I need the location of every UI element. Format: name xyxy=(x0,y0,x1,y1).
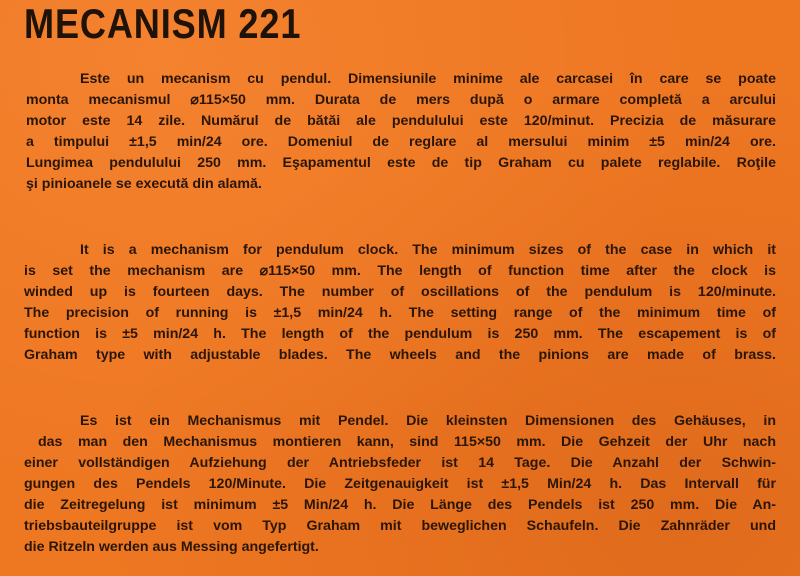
text-line: die Zeitregelung ist minimum ±5 Min/24 h. Die Länge des Pendels ist 250 mm. Die An- xyxy=(24,497,776,513)
text-line: triebsbauteilgruppe ist vom Typ Graham mit beweglichen Schaufeln. Die Zahnräder und xyxy=(24,518,776,534)
text-line: Es ist ein Mechanismus mit Pendel. Die kleinsten Dimensionen des Gehäuses, in xyxy=(80,413,776,429)
text-line: is set the mechanism are ⌀115×50 mm. The length of function time after the clock is xyxy=(24,263,776,279)
text-line: motor este 14 zile. Numărul de bătăi ale pendulului este 120/minut. Precizia de măsurare xyxy=(26,113,776,129)
text-line: gungen des Pendels 120/Minute. Die Zeitgenauigkeit ist ±1,5 Min/24 h. Das Intervall für xyxy=(24,476,776,492)
text-line: monta mecanismul ⌀115×50 mm. Durata de mers după o armare completă a arcului xyxy=(26,92,776,108)
text-line: das man den Mechanismus montieren kann, sind 115×50 mm. Die Gehzeit der Uhr nach xyxy=(38,434,776,450)
paragraph-romanian xyxy=(24,69,776,195)
paragraph-german xyxy=(24,411,776,558)
text-line: şi pinioanele se execută din alamă. xyxy=(26,176,262,192)
text-line: die Ritzeln werden aus Messing angefertigt. xyxy=(24,539,319,555)
text-line: Lungimea pendulului 250 mm. Eşapamentul este de tip Graham cu palete reglabile. Roţile xyxy=(26,155,776,171)
paragraph-english xyxy=(24,240,776,366)
text-line: winded up is fourteen days. The number of oscillations of the pendulum is 120/minute. xyxy=(24,284,776,300)
text-line: Este un mecanism cu pendul. Dimensiunile minime ale carcasei în care se poate xyxy=(80,71,776,87)
text-line: a timpului ±1,5 min/24 ore. Domeniul de reglare al mersului minim ±5 min/24 ore. xyxy=(26,134,776,150)
text-line: einer vollständigen Aufziehung der Antriebsfeder ist 14 Tage. Die Anzahl der Schwin- xyxy=(24,455,776,471)
text-line: The precision of running is ±1,5 min/24 h. The setting range of the minimum time of xyxy=(24,305,776,321)
text-line: It is a mechanism for pendulum clock. The minimum sizes of the case in which it xyxy=(80,242,776,258)
text-line: function is ±5 min/24 h. The length of the pendulum is 250 mm. The escapement is of xyxy=(24,326,776,342)
text-line: Graham type with adjustable blades. The wheels and the pinions are made of brass. xyxy=(24,347,776,363)
page-title: MECANISM 221 xyxy=(24,0,302,47)
